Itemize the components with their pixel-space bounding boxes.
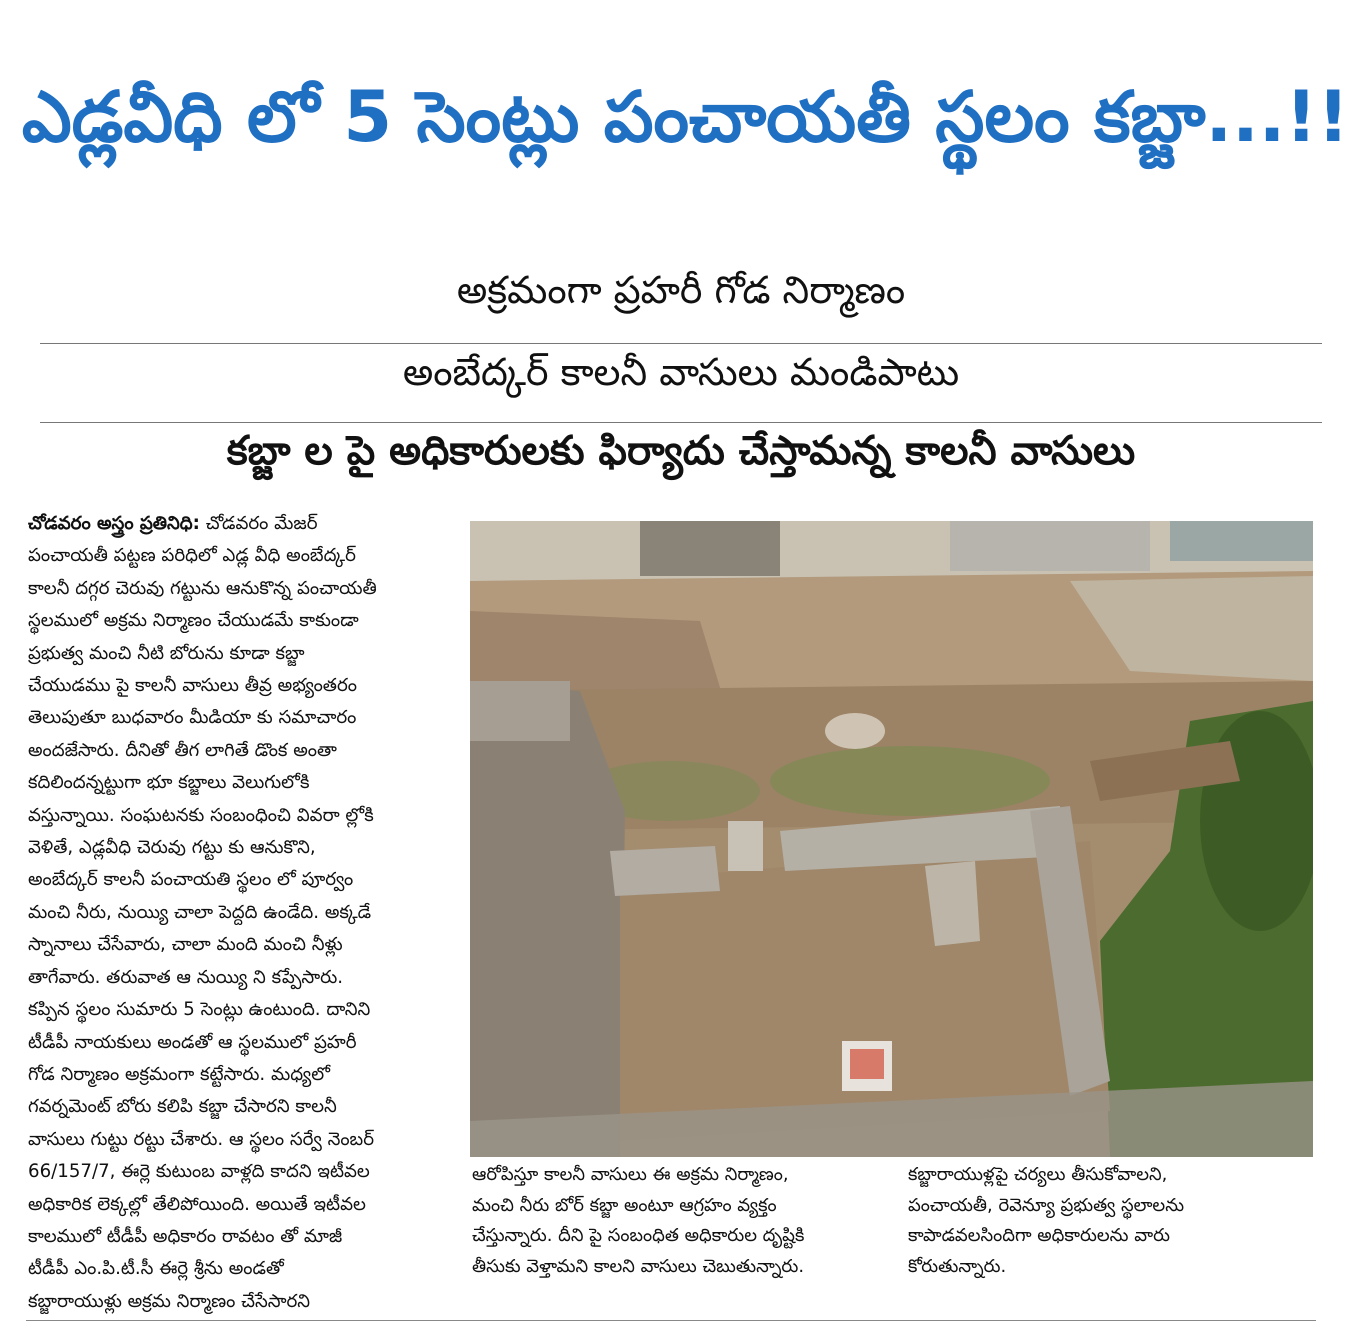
body-line: అధికారిక లెక్కల్లో తేలిపోయింది. అయితే ఇటీవల [28,1193,366,1215]
body-line: తెలుపుతూ బుధవారం మీడియా కు సమాచారం [28,707,357,729]
body-line: కదిలిందన్నట్టుగా భూ కబ్జాలు వెలుగులోకి [28,772,310,794]
news-photo [470,521,1313,1157]
body-line: 66/157/7, ఈర్లె కుటుంబ వాళ్లది కాదని ఇటీవల [28,1161,370,1183]
body-line: అంబేద్కర్ కాలనీ పంచాయతి స్థలం లో పూర్వం [28,869,354,891]
body-line: చేయుడము పై కాలనీ వాసులు తీవ్ర అభ్యంతరం [28,675,357,697]
body-line: గోడ నిర్మాణం అక్రమంగా కట్టేసారు. మధ్యలో [28,1063,330,1085]
body-line-text: చోడవరం మేజర్ [205,513,318,534]
body-line: పంచాయతీ పట్టణ పరిధిలో ఎడ్ల వీధి అంబేద్కర్ [28,545,356,567]
caption-line: ఆరోపిస్తూ కాలనీ వాసులు ఈ అక్రమ నిర్మాణం, [472,1164,789,1185]
caption-line: కాపాడవలసిందిగా అధికారులను వారు [908,1225,1170,1246]
caption-line: కోరుతున్నారు. [908,1255,1007,1277]
subheadline-1: అక్రమంగా ప్రహరీ గోడ నిర్మాణం [456,268,906,312]
caption-line: కబ్జారాయుళ్లపై చర్యలు తీసుకోవాలని, [908,1164,1168,1185]
caption-line: మంచి నీరు బోర్ కబ్జా అంటూ ఆగ్రహం వ్యక్తం [472,1194,777,1216]
body-line: స్థలములో అక్రమ నిర్మాణం చేయుడమే కాకుండా [28,610,359,632]
body-line: వస్తున్నాయి. సంఘటనకు సంబంధించి వివరా ల్లోకి [28,804,374,826]
byline: చోడవరం అస్త్రం ప్రతినిధి: [28,513,200,534]
caption-line: చేస్తున్నారు. దీని పై సంబంధిత అధికారుల దృష్టికి [472,1225,805,1246]
body-line: ప్రభుత్వ మంచి నీటి బోరును కూడా కబ్జా [28,642,305,664]
caption-column-right [908,1160,1238,1282]
body-line: వాసులు గుట్టు రట్టు చేశారు. ఆ స్థలం సర్వే నెంబర్ [28,1128,374,1150]
body-line: అందజేసారు. దీనితో తీగ లాగితే డొంక అంతా [28,739,337,761]
subheadline-3: కబ్జా ల పై అధికారులకు ఫిర్యాదు చేస్తామన్న కాలనీ వాసులు [226,428,1136,474]
body-line: మంచి నీరు, నుయ్యి చాలా పెద్దది ఉండేది. అక్కడే [28,901,372,923]
body-line: కప్పిన స్థలం సుమారు 5 సెంట్లు ఉంటుంది. దానిని [28,999,371,1021]
aerial-photo-illustration [470,521,1313,1157]
subheadline-2: అంబేద్కర్ కాలనీ వాసులు మండిపాటు [402,350,960,394]
body-line: గవర్నమెంట్ బోరు కలిపి కబ్జా చేసారని కాలనీ [28,1096,337,1118]
caption-line: పంచాయతీ, రెవెన్యూ ప్రభుత్వ స్థలాలను [908,1194,1185,1216]
body-line: కాలములో టీడీపీ అధికారం రావటం తో మాజీ [28,1225,343,1247]
headline: ఎడ్లవీధి లో 5 సెంట్లు పంచాయతీ స్థలం కబ్జా...!! [21,76,1350,158]
divider-rule [40,422,1322,423]
divider-rule [40,343,1322,344]
body-line: టీడీపీ నాయకులు అండతో ఆ స్థలములో ప్రహరీ [28,1031,357,1053]
body-line: టీడీపీ ఎం.పి.టీ.సీ ఈర్లె శ్రీను అండతో [28,1258,284,1280]
body-line [28,508,440,540]
bottom-divider [26,1320,1316,1321]
body-line: కబ్జారాయుళ్లు అక్రమ నిర్మాణం చేసేసారని [28,1290,311,1312]
body-line: స్నానాలు చేసేవారు, చాలా మంది మంచి నీళ్లు [28,934,343,956]
caption-column-middle [472,1160,867,1282]
article-body-column [28,508,440,1318]
body-line: వెళితే, ఎడ్లవీధి చెరువు గట్టు కు ఆనుకొని, [28,837,316,859]
body-line: తాగేవారు. తరువాత ఆ నుయ్యి ని కప్పేసారు. [28,966,344,988]
body-line: కాలనీ దగ్గర చెరువు గట్టును ఆనుకొన్న పంచాయతీ [28,577,377,599]
caption-line: తీసుకు వెళ్తామని కాలని వాసులు చెబుతున్నారు. [472,1255,805,1277]
